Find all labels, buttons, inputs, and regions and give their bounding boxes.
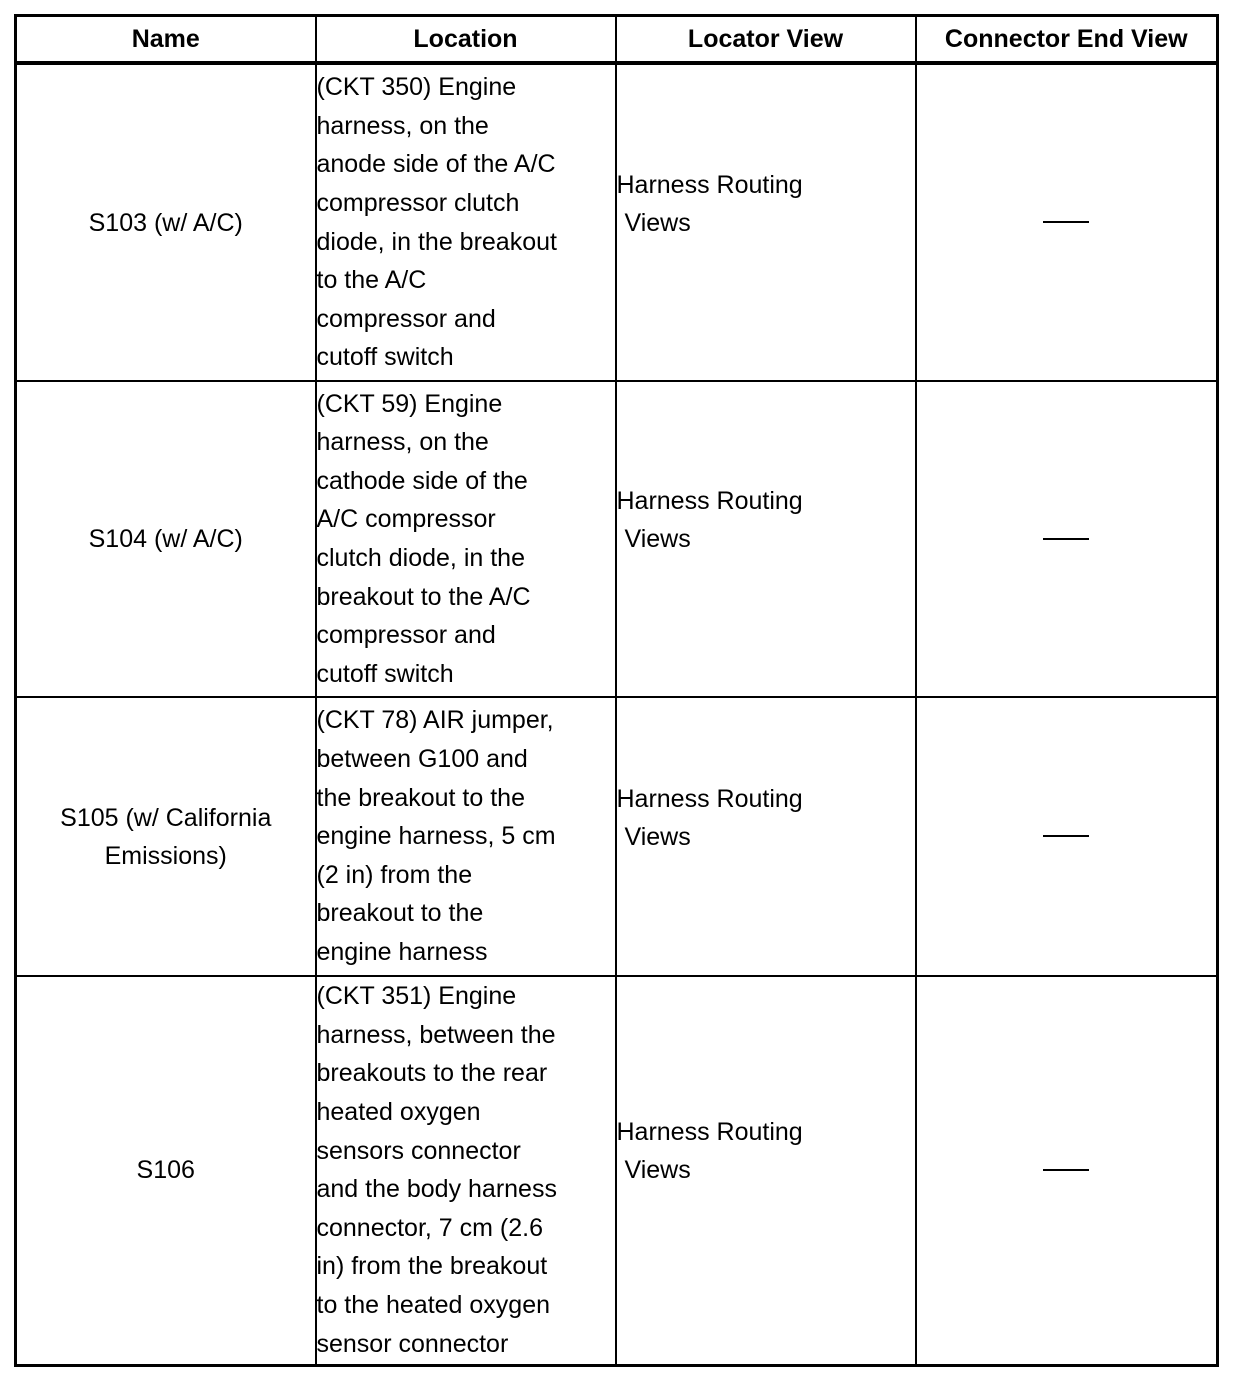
- location-line: between G100 and: [316, 745, 528, 774]
- splice-name-cell: [16, 697, 316, 976]
- locator-view-cell: [616, 63, 916, 381]
- location-line: connector, 7 cm (2.6: [316, 1213, 544, 1242]
- locator-view-link[interactable]: Views: [624, 1156, 691, 1185]
- splice-name: S105 (w/ California: [60, 803, 272, 832]
- location-line: in) from the breakout: [316, 1252, 548, 1281]
- locator-view-cell: [616, 697, 916, 976]
- column-header-connector-end-view: Connector End View: [916, 16, 1218, 64]
- location-line: cutoff switch: [316, 659, 454, 688]
- location-line: and the body harness: [316, 1175, 557, 1204]
- location-line: sensors connector: [316, 1136, 521, 1165]
- splice-location-table: [14, 14, 1219, 1367]
- location-line: heated oxygen: [316, 1098, 481, 1127]
- empty-dash: [1043, 1169, 1089, 1171]
- location-line: anode side of the A/C: [316, 150, 556, 179]
- column-header-name: Name: [16, 16, 316, 64]
- splice-name-cell: [16, 381, 316, 697]
- location-line: compressor and: [316, 304, 496, 333]
- locator-view-cell: [616, 976, 916, 1365]
- location-line: to the heated oxygen: [316, 1291, 551, 1320]
- locator-view-link[interactable]: Views: [624, 525, 691, 553]
- location-line: breakout to the: [316, 899, 484, 928]
- location-line: compressor and: [316, 621, 496, 650]
- splice-name: S103 (w/ A/C): [88, 208, 243, 237]
- connector-end-view-cell: [916, 381, 1218, 697]
- column-header-location: Location: [316, 16, 616, 64]
- locator-view-link[interactable]: Harness Routing: [616, 487, 803, 515]
- empty-dash: [1043, 835, 1089, 837]
- location-line: (CKT 59) Engine: [316, 389, 503, 418]
- location-line: clutch diode, in the: [316, 544, 525, 572]
- location-cell: [316, 63, 616, 381]
- locator-view-link[interactable]: Views: [624, 822, 691, 851]
- location-line: (CKT 78) AIR jumper,: [316, 706, 554, 735]
- location-line: (CKT 350) Engine: [316, 73, 517, 102]
- locator-view-link[interactable]: Harness Routing: [616, 1118, 803, 1147]
- location-line: harness, on the: [316, 428, 489, 457]
- location-line: harness, on the: [316, 111, 489, 140]
- empty-dash: [1043, 221, 1089, 223]
- table-row: [16, 976, 1218, 1365]
- connector-end-view-cell: [916, 976, 1218, 1365]
- location-line: (2 in) from the: [316, 860, 473, 889]
- location-line: sensor connector: [316, 1329, 509, 1358]
- locator-view-link[interactable]: Harness Routing: [616, 170, 803, 199]
- connector-end-view-cell: [916, 63, 1218, 381]
- column-header-locator-view: Locator View: [616, 16, 916, 64]
- location-line: compressor clutch: [316, 188, 520, 217]
- location-line: to the A/C: [316, 266, 427, 295]
- splice-name: S106: [136, 1156, 195, 1185]
- connector-end-view-cell: [916, 697, 1218, 976]
- location-line: diode, in the breakout: [316, 227, 557, 256]
- splice-name-cell: [16, 63, 316, 381]
- table-row: [16, 63, 1218, 381]
- splice-name: S104 (w/ A/C): [88, 525, 243, 553]
- locator-view-link[interactable]: Harness Routing: [616, 784, 803, 813]
- location-line: the breakout to the: [316, 783, 525, 812]
- splice-name-cell: [16, 976, 316, 1365]
- location-line: engine harness, 5 cm: [316, 822, 556, 851]
- location-cell: [316, 697, 616, 976]
- location-line: breakout to the A/C: [316, 582, 531, 611]
- location-cell: [316, 976, 616, 1365]
- table-row: [16, 697, 1218, 976]
- location-line: cathode side of the: [316, 466, 528, 495]
- splice-name: Emissions): [104, 841, 227, 870]
- locator-view-link[interactable]: Views: [624, 208, 691, 237]
- location-line: engine harness: [316, 937, 488, 966]
- empty-dash: [1043, 538, 1089, 540]
- location-line: cutoff switch: [316, 343, 454, 372]
- location-line: A/C compressor: [316, 505, 496, 534]
- table-row: [16, 381, 1218, 697]
- location-cell: [316, 381, 616, 697]
- location-line: (CKT 351) Engine: [316, 982, 517, 1011]
- table-header-row: [16, 16, 1218, 64]
- locator-view-cell: [616, 381, 916, 697]
- location-line: harness, between the: [316, 1020, 556, 1049]
- location-line: breakouts to the rear: [316, 1059, 548, 1088]
